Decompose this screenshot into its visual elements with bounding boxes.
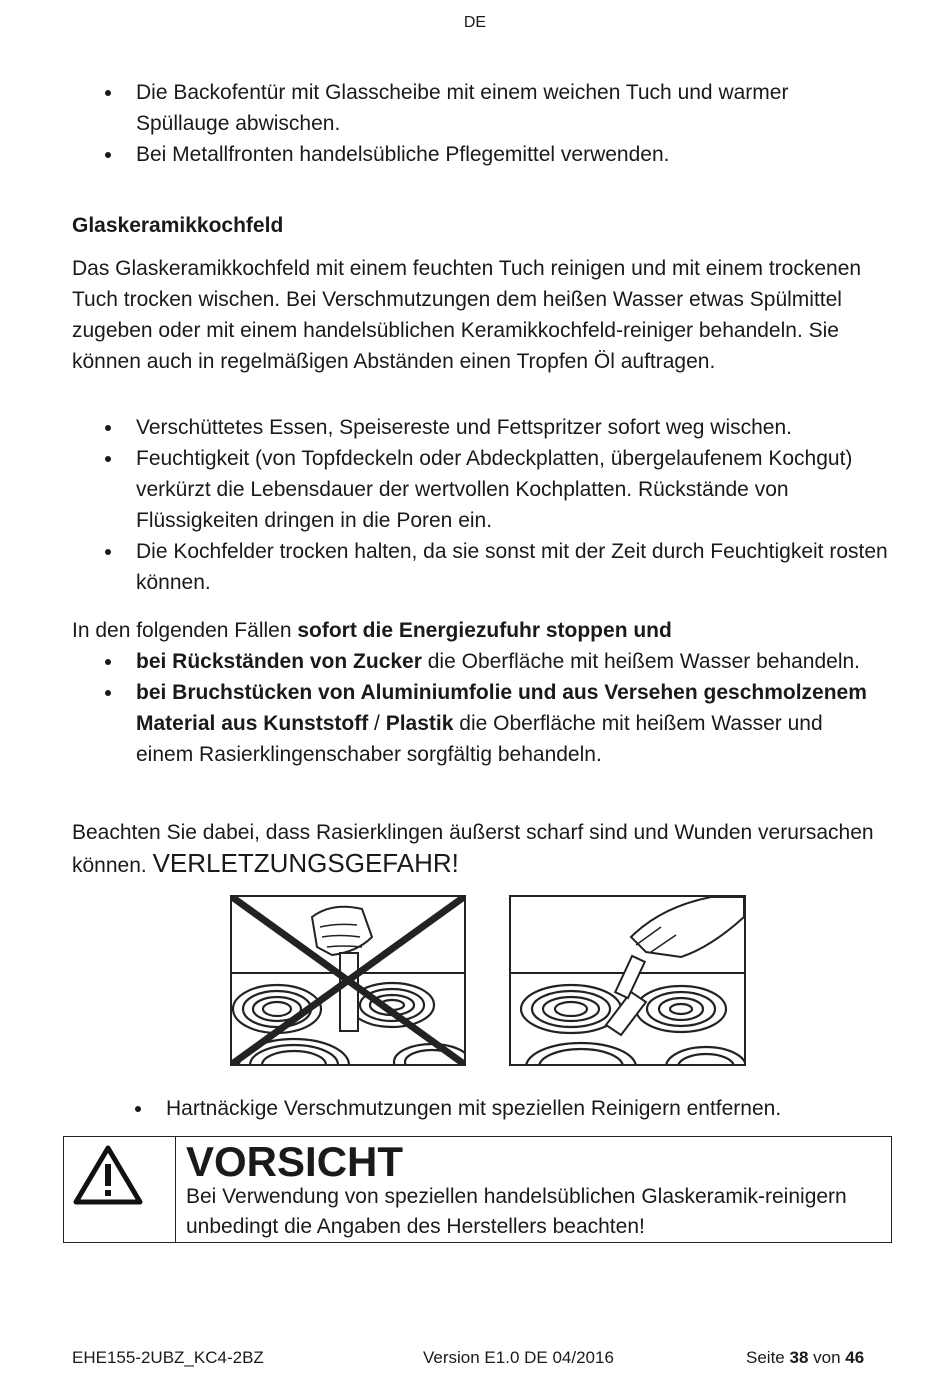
- warning-triangle-icon: [73, 1145, 143, 1205]
- bullet-list-care: [72, 412, 892, 598]
- footer-page: [746, 1348, 864, 1368]
- stop-lead: In den folgenden Fällen: [72, 619, 298, 642]
- note-paragraph: [72, 817, 912, 881]
- warning-divider: [175, 1137, 176, 1242]
- warning-title: VORSICHT: [186, 1138, 404, 1185]
- list-item: Hartnäckige Verschmutzungen mit speziellen Reinigern entfernen.: [102, 1093, 902, 1124]
- list-item: Die Kochfelder trocken halten, da sie sonst mit der Zeit durch Feuchtigkeit rosten können.: [72, 536, 892, 598]
- danger-text: VERLETZUNGSGEFAHR!: [152, 848, 459, 878]
- sugar-rest: die Oberfläche mit heißem Wasser behandeln.: [421, 650, 861, 673]
- wrong-method-image: [232, 897, 464, 1064]
- foil-rest: die Oberfläche mit heißem Wasser und einem Rasierklingenschaber sorgfältig behandeln.: [136, 712, 823, 766]
- warning-text: Bei Verwendung von speziellen handelsüblichen Glaskeramik-reinigern unbedingt die Angaben des Herstellers beachten!: [186, 1185, 847, 1238]
- footer-version: Version E1.0 DE 04/2016: [423, 1348, 614, 1367]
- bullet-list-stop: [72, 646, 872, 770]
- list-item: [72, 646, 872, 677]
- bullet-list-after: [102, 1093, 902, 1124]
- stop-lead-bold: sofort die Energiezufuhr stoppen und: [297, 619, 672, 642]
- foil-bold: bei Bruchstücken von Aluminiumfolie und aus Versehen geschmolzenem Material aus Kunststoff: [136, 681, 867, 735]
- page-mid: von: [808, 1348, 846, 1367]
- plastic-bold: Plastik: [385, 712, 454, 735]
- page-prefix: Seite: [746, 1348, 790, 1367]
- illustration-correct-method: [509, 895, 746, 1066]
- language-code: DE: [463, 14, 487, 31]
- page-current: 38: [789, 1348, 809, 1367]
- page-total: 46: [845, 1348, 865, 1367]
- list-item: [72, 677, 872, 770]
- note-text: Beachten Sie dabei, dass Rasierklingen äußerst scharf sind und Wunden verursachen können.: [72, 821, 874, 877]
- illustration-wrong-method: [230, 895, 466, 1066]
- separator: /: [368, 712, 386, 735]
- footer-model: EHE155-2UBZ_KC4-2BZ: [72, 1348, 264, 1367]
- list-item: Die Backofentür mit Glasscheibe mit einem weichen Tuch und warmer Spüllauge abwischen.: [72, 77, 872, 139]
- section-title: Glaskeramikkochfeld: [72, 214, 284, 237]
- list-item: Feuchtigkeit (von Topfdeckeln oder Abdeckplatten, übergelaufenem Kochgut) verkürzt die Lebensdauer der wertvollen Kochplatten. Rückstände von Flüssigkeiten dringen in die Poren ein.: [72, 443, 892, 536]
- scraper-image: [511, 897, 744, 1064]
- list-item: Bei Metallfronten handelsübliche Pflegemittel verwenden.: [72, 139, 872, 170]
- stop-paragraph: [72, 615, 912, 646]
- warning-box: [63, 1136, 892, 1243]
- list-item: Verschüttetes Essen, Speisereste und Fettspritzer sofort weg wischen.: [72, 412, 892, 443]
- sugar-bold: bei Rückständen von Zucker: [136, 650, 422, 673]
- intro-paragraph: Das Glaskeramikkochfeld mit einem feuchten Tuch reinigen und mit einem trockenen Tuch trocken wischen. Bei Verschmutzungen dem heißen Wasser etwas Spülmittel zugeben oder mit einem handelsüblichen Keramikkochfeld-reiniger behandeln. Sie können auch in regelmäßigen Abständen einen Tropfen Öl auftragen.: [72, 257, 862, 373]
- bullet-list-top: [72, 77, 872, 170]
